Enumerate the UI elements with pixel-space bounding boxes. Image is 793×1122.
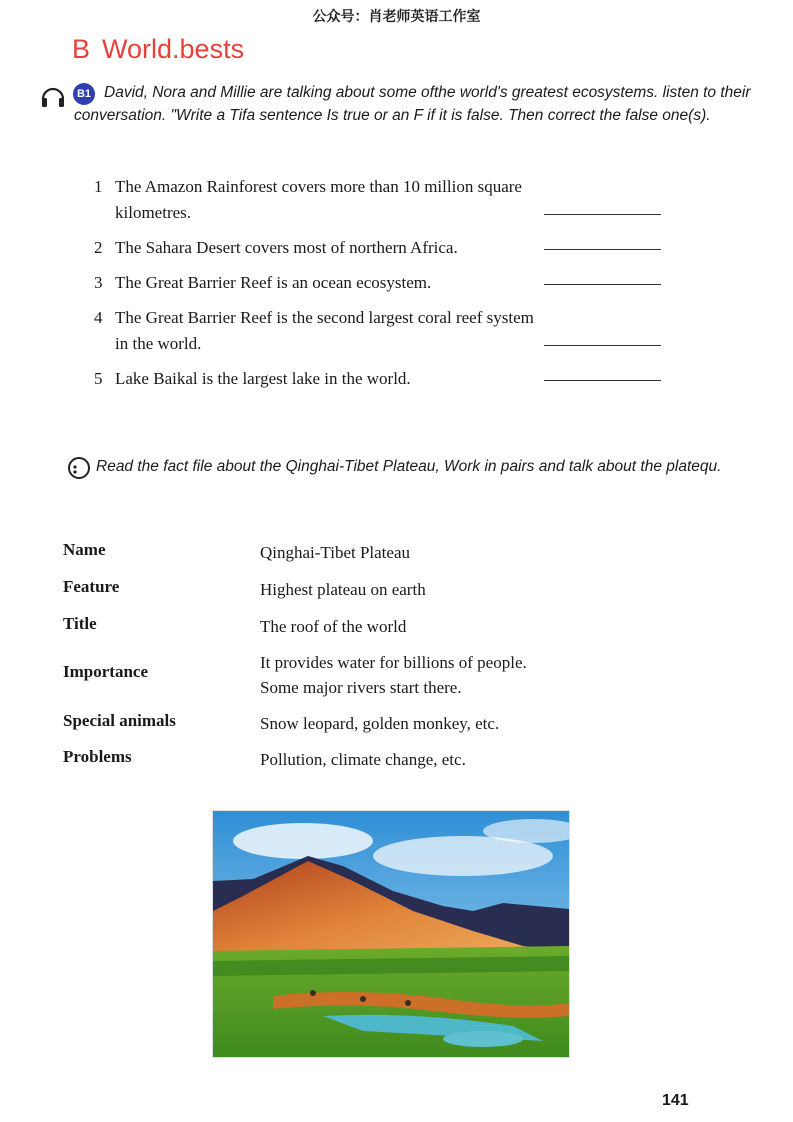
statement-number: 5	[94, 369, 103, 388]
answer-blank-2[interactable]	[544, 249, 661, 250]
statement-3	[94, 270, 674, 296]
statement-number: 1	[94, 177, 103, 196]
page-header: 公众号：肖老师英语工作室	[312, 9, 481, 25]
fact-value: It provides water for billions of people. Some major rivers start there.	[260, 653, 527, 697]
page-number: 141	[662, 1092, 689, 1109]
fact-label: Special animals	[63, 711, 176, 730]
statement-5	[94, 366, 674, 392]
statement-text: Lake Baikal is the largest lake in the world.	[115, 369, 411, 388]
fact-value: Highest plateau on earth	[260, 580, 426, 599]
fact-label: Feature	[63, 577, 120, 596]
fact-label: Title	[63, 614, 97, 633]
fact-value: Pollution, climate change, etc.	[260, 750, 466, 769]
true-false-statements	[94, 174, 674, 388]
statement-2	[94, 235, 674, 261]
statement-4	[94, 305, 674, 357]
fact-label: Problems	[63, 747, 132, 766]
statement-1	[94, 174, 674, 226]
statement-text: The Great Barrier Reef is the second largest coral reef system in the world.	[115, 308, 534, 353]
answer-blank-3[interactable]	[544, 284, 661, 285]
section-title	[72, 34, 244, 65]
statement-text: The Sahara Desert covers most of northern Africa.	[115, 238, 458, 257]
task-b2-instructions: Read the fact file about the Qinghai-Tibet Plateau, Work in pairs and talk about the platequ.	[96, 458, 722, 475]
headphones-icon	[40, 83, 66, 109]
fact-value: Snow leopard, golden monkey, etc.	[260, 714, 500, 733]
task-badge-b1: B1	[73, 83, 95, 105]
statement-number: 4	[94, 308, 103, 327]
answer-blank-5[interactable]	[544, 380, 661, 381]
answer-blank-4[interactable]	[544, 345, 661, 346]
fact-label: Importance	[63, 662, 148, 681]
section-title-text: World.bests	[102, 34, 245, 64]
fact-value: The roof of the world	[260, 617, 407, 636]
plateau-photo	[212, 810, 570, 1058]
statement-number: 3	[94, 273, 103, 292]
statement-text: The Amazon Rainforest covers more than 10 million square kilometres.	[115, 177, 522, 222]
fact-label: Name	[63, 540, 106, 559]
section-letter: B	[72, 34, 91, 64]
answer-blank-1[interactable]	[544, 214, 661, 215]
task-b1-instructions: David, Nora and Millie are talking about some ofthe world's greatest ecosystems. listen to their conversation. "Write a Tifa sentence Is true or an F if it is false. Then correct the false one(s).	[74, 84, 751, 124]
fact-value: Qinghai-Tibet Plateau	[260, 543, 410, 562]
statement-text: The Great Barrier Reef is an ocean ecosystem.	[115, 273, 432, 292]
statement-number: 2	[94, 238, 103, 257]
